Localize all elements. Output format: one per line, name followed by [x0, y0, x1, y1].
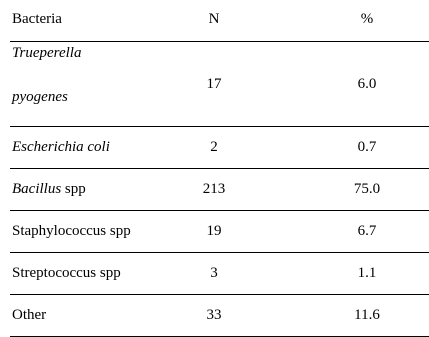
header-n: N — [208, 11, 220, 27]
table-row — [10, 127, 429, 169]
row-name: Streptococcus spp — [12, 265, 121, 281]
table-row — [10, 253, 429, 295]
row-name — [12, 42, 81, 106]
table-row — [10, 169, 429, 211]
row-percent: 0.7 — [357, 139, 377, 155]
header-percent: % — [360, 11, 374, 27]
row-n: 19 — [206, 223, 222, 239]
row-name: Other — [12, 307, 47, 323]
row-name: Escherichia coli — [12, 139, 110, 155]
row-name — [12, 180, 86, 198]
row-n: 2 — [210, 139, 218, 155]
header-bacteria: Bacteria — [12, 11, 62, 27]
row-n: 17 — [206, 76, 222, 92]
row-name-line-1: Trueperella — [12, 45, 82, 61]
row-n: 213 — [202, 181, 226, 197]
bacteria-table — [10, 0, 429, 337]
table-row — [10, 295, 429, 337]
table-header-row — [10, 0, 429, 42]
row-name: Staphylococcus spp — [12, 223, 131, 239]
table-row — [10, 42, 429, 127]
row-name-line-2: pyogenes — [12, 89, 68, 105]
row-name-suffix: spp — [61, 181, 86, 197]
row-percent: 1.1 — [357, 265, 377, 281]
row-percent: 6.7 — [357, 223, 377, 239]
row-name-genus: Bacillus — [12, 181, 62, 197]
row-n: 3 — [210, 265, 218, 281]
row-percent: 11.6 — [354, 307, 380, 323]
table-row — [10, 211, 429, 253]
row-percent: 6.0 — [357, 76, 377, 92]
row-percent: 75.0 — [353, 181, 381, 197]
row-n: 33 — [206, 307, 222, 323]
